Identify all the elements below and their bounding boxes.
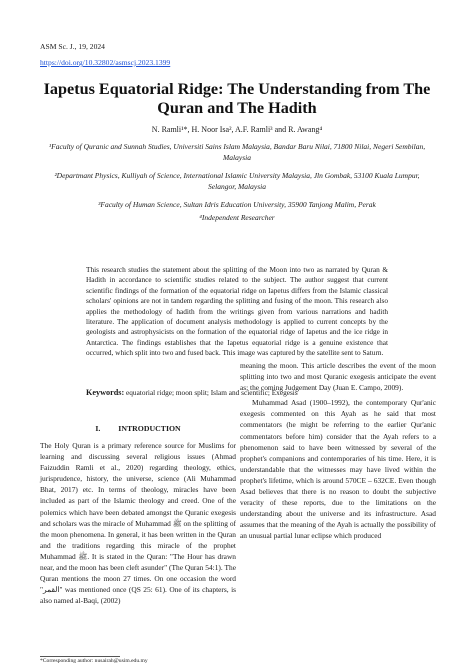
journal-citation: ASM Sc. J., 19, 2024 (40, 42, 105, 51)
footnote-rule (40, 656, 120, 657)
right-paragraph-1: meaning the moon. This article describes the event of the moon splitting into two and most Quranic exegesis anticipate the event as; the coming Judgement Day (Juan E. Campo, 2009). (240, 361, 436, 393)
section-title: INTRODUCTION (118, 424, 181, 433)
left-column-text: The Holy Quran is a primary reference source for Muslims for learning and discussing several religious issues (Ahmad Faizuddin Ramli et al., 2020) regarding theology, ethics, jurisprudence, history, the universe, science (Ali Muhammad Bhat, 2017) etc. In terms of theology, miracles have been included as part of the Islamic theology and creed. One of the polemics which have been debated amongst the Quranic exegesis and scholars was the miracle of Muhammad ﷺ on the splitting of the moon phenomena. In general, it has been written in the Quran and the traditions regarding this miracle of the prophet Muhammad ﷺ. It is stated in the Quran: "The Hour has drawn near, and the moon has been cleft asunder" (The Quran 54:1). The Quran mentions the moon 27 times. On one occasion the word "القمر" was mentioned once (QS 25: 61). One of its chapters, is also named al-Baqi, (2002) (40, 441, 236, 606)
section-heading (40, 424, 236, 433)
affiliation-4: ⁴Independent Researcher (199, 213, 275, 222)
affiliation-3: ³Faculty of Human Science, Sultan Idris Education University, 35900 Tanjong Malim, Perak (98, 200, 376, 209)
right-column (240, 360, 436, 542)
section-number: I. (95, 424, 101, 433)
keywords-label: Keywords: (86, 388, 125, 397)
doi-link[interactable]: https://doi.org/10.32802/asmscj.2023.1399 (40, 58, 171, 67)
affiliation-2: ²Departmant Physics, Kulliyah of Science, International Islamic University Malaysia, Jln Gombak, 53100 Kuala Lumpur, Selangor, Malaysia (54, 171, 420, 191)
footnote: *Corresponding author: nusairah@usim.edu.my (40, 658, 148, 664)
abstract: This research studies the statement about the splitting of the Moon into two as narrated by Quran & Hadith in accordance to scientific studies related to the subject. The author suggest that current scientific findings of the formation of the equatorial ridge on Iapetus differs from the Islamic classical scholars' opinions are not in tandem regarding the splitting and fusing of the moon. This research also applies the methodology of hadith from the writings given from various narrations and hadith literature. The application of document analysis methodology is applied to current concepts by the geologists and astrophysicists on the formation of the equatorial ridge of Iapetus and the ice ridge in Antarctica. The findings establishes that the Iapetus equatorial ridge is a genuine existence that occurred, which split into two and fused back. This image was captured by the satellite sent to Saturn. (86, 265, 388, 358)
author-list: N. Ramli¹*, H. Noor Isa², A.F. Ramli³ and R. Awang⁴ (151, 125, 323, 134)
paper-title: Iapetus Equatorial Ridge: The Understanding from The Quran and The Hadith (43, 80, 431, 117)
keywords-text: equatorial ridge; moon split; Islam and scientific; Exegesis (126, 388, 298, 397)
right-paragraph-2: Muhammad Asad (1900–1992), the contemporary Qur'anic exegesis commented on this Ayah as he said that most commentators (he might be referring to the earlier Qur'anic commentators before him) consider that the Ayah refers to a phenomenon said to have been witnessed by several of the prophet's companions and contemporaries of his time. Here, it is understandable that the witnesses may have lived within the prophet's lifetime, which is around 570CE – 632CE. Even though Asad believes that there is no reason to doubt the subjective veracity of these reports, due to the limitations on the understanding about the universe and its infrastructure. Asad assumes that the meaning of the Ayah is actually the possibility of an unusual partial lunar eclipse which produced (240, 398, 436, 541)
affiliation-1: ¹Faculty of Quranic and Sunnah Studies, Universiti Sains Islam Malaysia, Bandar Baru Nilai, 71800 Nilai, Negeri Sembilan, Malaysia (48, 142, 426, 162)
